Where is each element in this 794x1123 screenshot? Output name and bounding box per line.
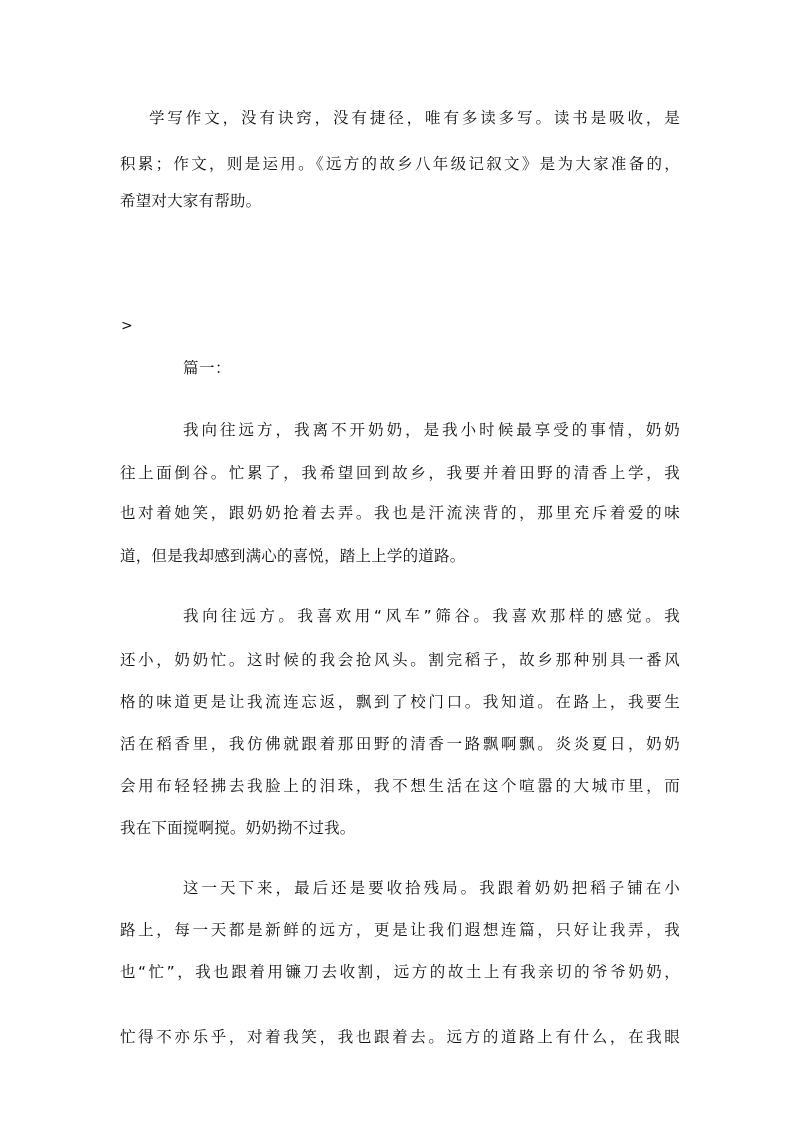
paragraph-1-line-2: 往上面倒谷。忙累了，我希望回到故乡，我要并着田野的清香上学，我 xyxy=(120,464,680,482)
paragraph-3-line-4: 忙得不亦乐乎，对着我笑，我也跟着去。远方的道路上有什么，在我眼 xyxy=(120,1028,680,1046)
paragraph-3-line-2: 路上，每一天都是新鲜的远方，更是让我们遐想连篇，只好让我弄，我 xyxy=(120,921,680,939)
intro-line-1: 学写作文，没有诀窍，没有捷径，唯有多读多写。读书是吸收，是 xyxy=(149,109,680,127)
paragraph-2-line-3: 格的味道更是让我流连忘返，飘到了校门口。我知道。在路上，我要生 xyxy=(120,693,680,711)
paragraph-2-line-5: 会用布轻轻拂去我脸上的泪珠，我不想生活在这个喧嚣的大城市里，而 xyxy=(120,777,680,795)
intro-line-2: 积累；作文，则是运用。《远方的故乡八年级记叙文》是为大家准备的， xyxy=(120,155,680,173)
paragraph-2-line-6: 我在下面搅啊搅。奶奶拗不过我。 xyxy=(120,819,356,837)
paragraph-3-line-3: 也“忙”，我也跟着用镰刀去收割，远方的故土上有我亲切的爷爷奶奶， xyxy=(120,963,680,981)
paragraph-1-line-1: 我向往远方，我离不开奶奶，是我小时候最享受的事情，奶奶 xyxy=(183,421,680,439)
paragraph-2-line-1: 我向往远方。我喜欢用“风车”筛谷。我喜欢那样的感觉。我 xyxy=(183,607,680,625)
paragraph-1-line-4: 道，但是我却感到满心的喜悦，踏上上学的道路。 xyxy=(120,547,466,565)
paragraph-2-line-2: 还小，奶奶忙。这时候的我会抢风头。割完稻子，故乡那种别具一番风 xyxy=(120,651,680,669)
paragraph-1-line-3: 也对着她笑，跟奶奶抢着去弄。我也是汗流浃背的，那里充斥着爱的味 xyxy=(120,504,680,522)
intro-line-3: 希望对大家有帮助。 xyxy=(120,192,262,210)
section-heading: 篇一： xyxy=(183,359,232,377)
paragraph-3-line-1: 这一天下来，最后还是要收拾残局。我跟着奶奶把稻子铺在小 xyxy=(183,879,680,897)
paragraph-2-line-4: 活在稻香里，我仿佛就跟着那田野的清香一路飘啊飘。炎炎夏日，奶奶 xyxy=(120,735,680,753)
section-marker: > xyxy=(121,318,133,334)
